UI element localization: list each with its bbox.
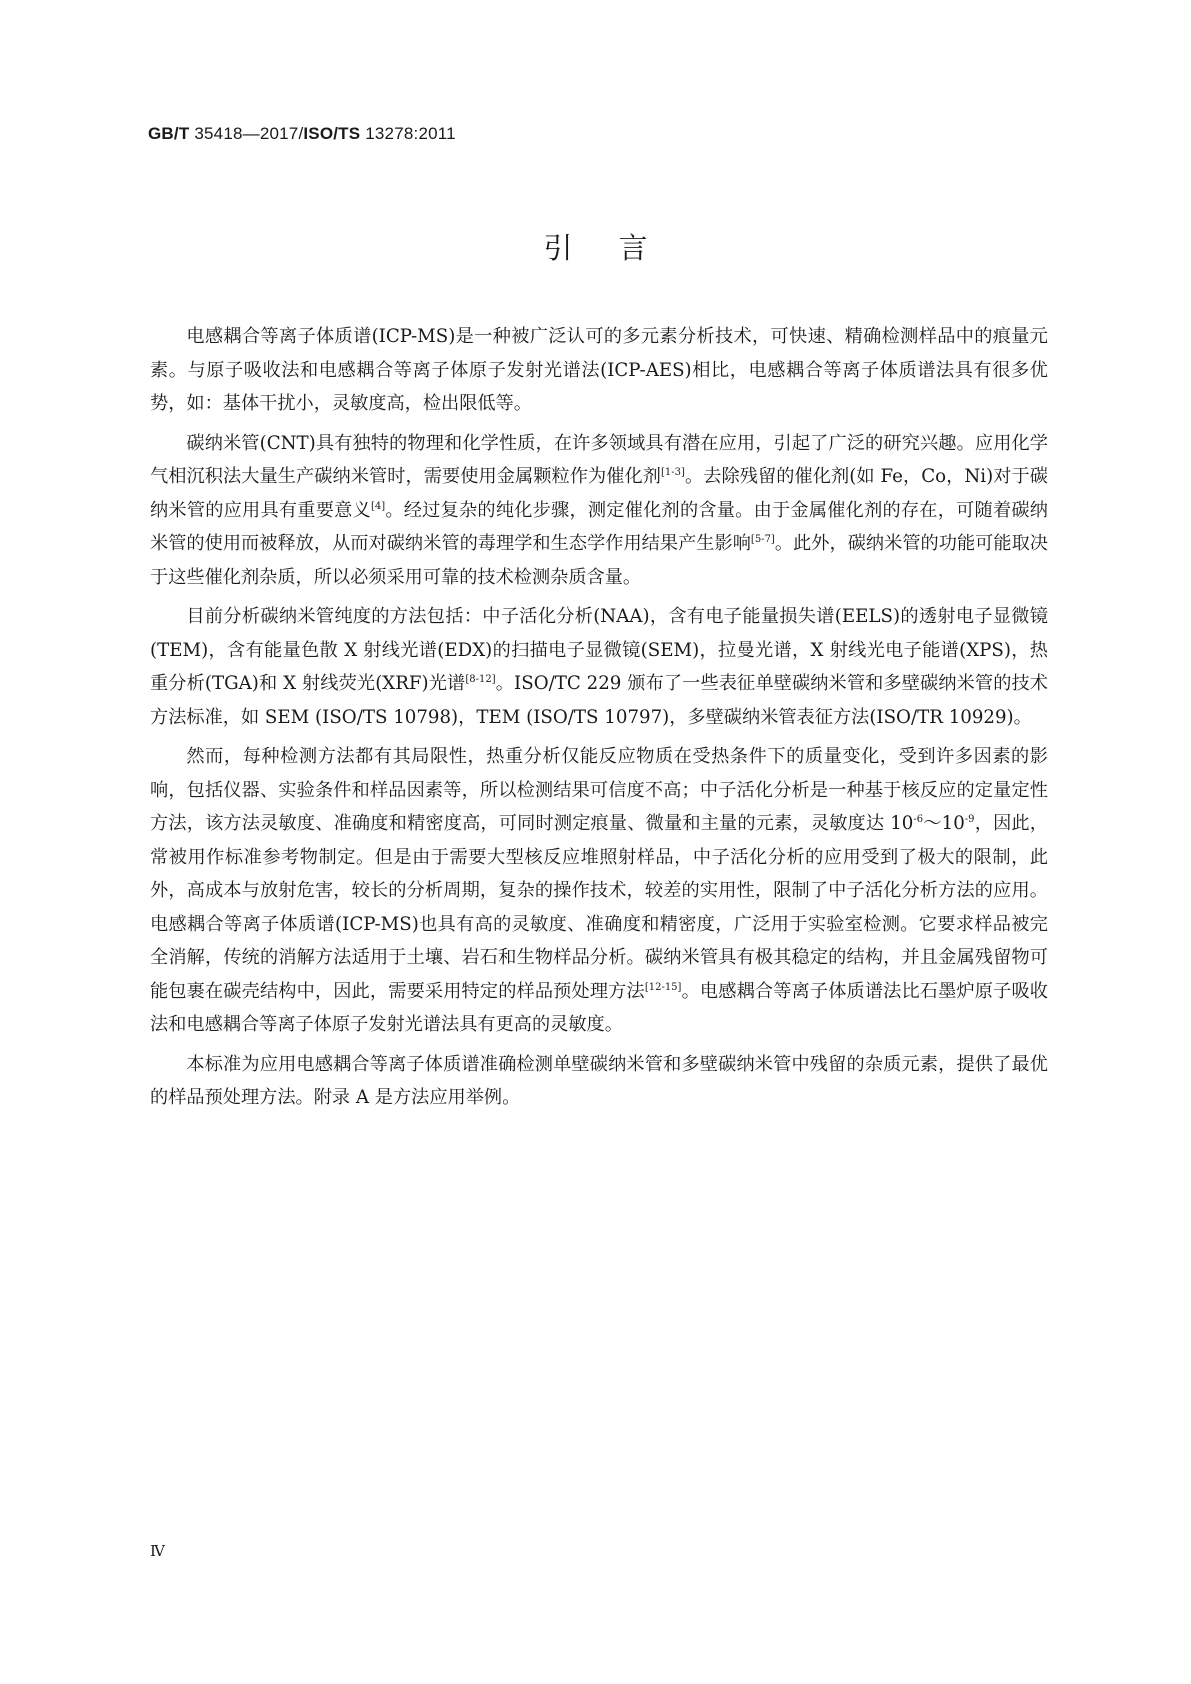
citation-ref: [1-3] bbox=[661, 466, 685, 478]
citation-ref: [4] bbox=[370, 500, 386, 512]
standard-number-header bbox=[148, 124, 456, 144]
introduction-body bbox=[150, 320, 1048, 1121]
iso-number: 13278:2011 bbox=[365, 124, 456, 143]
page-title: 引言 bbox=[543, 231, 694, 265]
citation-ref: [8-12] bbox=[465, 673, 496, 685]
exponent: -6 bbox=[913, 813, 924, 825]
citation-ref: [12-15] bbox=[644, 981, 682, 993]
iso-prefix: ISO/TS bbox=[303, 124, 361, 143]
standard-prefix: GB/T bbox=[148, 124, 190, 143]
citation-ref: [5-7] bbox=[750, 533, 775, 545]
exponent: -9 bbox=[964, 813, 975, 825]
standard-number: 35418—2017/ bbox=[194, 124, 304, 143]
paragraph-3: 目前分析碳纳米管纯度的方法包括：中子活化分析(NAA)，含有电子能量损失谱(EELS)的透射电子显微镜(TEM)，含有能量色散 X 射线光谱(EDX)的扫描电子显微镜(SEM)，拉曼光谱，X 射线光电子能谱(XPS)，热重分析(TGA)和 X 射线荧光(XRF)光谱[8-12]。ISO/TC 229 颁布了一些表征单壁碳纳米管和多壁碳纳米管的技术方法标准，如 SEM (ISO/TS 10798)，TEM (ISO/TS 10797)，多壁碳纳米管表征方法(ISO/TR 10929)。 bbox=[150, 606, 1048, 728]
page-number: Ⅳ bbox=[150, 1542, 165, 1560]
paragraph-2: 碳纳米管(CNT)具有独特的物理和化学性质，在许多领域具有潜在应用，引起了广泛的研究兴趣。应用化学气相沉积法大量生产碳纳米管时，需要使用金属颗粒作为催化剂[1-3]。去除残留的催化剂(如 Fe，Co，Ni)对于碳纳米管的应用具有重要意义[4]。经过复杂的纯化步骤，测定催化剂的含量。由于金属催化剂的存在，可随着碳纳米管的使用而被释放，从而对碳纳米管的毒理学和生态学作用结果产生影响[5-7]。此外，碳纳米管的功能可能取决于这些催化剂杂质，所以必须采用可靠的技术检测杂质含量。 bbox=[150, 432, 1048, 588]
paragraph-4: 然而，每种检测方法都有其局限性，热重分析仅能反应物质在受热条件下的质量变化，受到许多因素的影响，包括仪器、实验条件和样品因素等，所以检测结果可信度不高；中子活化分析是一种基于核反应的定量定性方法，该方法灵敏度、准确度和精密度高，可同时测定痕量、微量和主量的元素，灵敏度达 10$^{-6}$～10$^{-9}$，因此，常被用作标准参考物制定。但是由于需要大型核反应堆照射样品，中子活化分析的应用受到了极大的限制，此外，高成本与放射危害，较长的分析周期，复杂的操作技术，较差的实用性，限制了中子活化分析方法的应用。电感耦合等离子体质谱(ICP-MS)也具有高的灵敏度、准确度和精密度，广泛用于实验室检测。它要求样品被完全消解，传统的消解方法适用于土壤、岩石和生物样品分析。碳纳米管具有极其稳定的结构，并且金属残留物可能包裹在碳壳结构中，因此，需要采用特定的样品预处理方法[12-15]。电感耦合等离子体质谱法比石墨炉原子吸收法和电感耦合等离子体原子发射光谱法具有更高的灵敏度。 bbox=[150, 746, 1048, 1035]
paragraph-5: 本标准为应用电感耦合等离子体质谱准确检测单壁碳纳米管和多壁碳纳米管中残留的杂质元素，提供了最优的样品预处理方法。附录 A 是方法应用举例。 bbox=[150, 1053, 1048, 1108]
paragraph-1: 电感耦合等离子体质谱(ICP-MS)是一种被广泛认可的多元素分析技术，可快速、精确检测样品中的痕量元素。与原子吸收法和电感耦合等离子体原子发射光谱法(ICP-AES)相比，电感耦合等离子体质谱法具有很多优势，如：基体干扰小，灵敏度高，检出限低等。 bbox=[150, 326, 1048, 414]
